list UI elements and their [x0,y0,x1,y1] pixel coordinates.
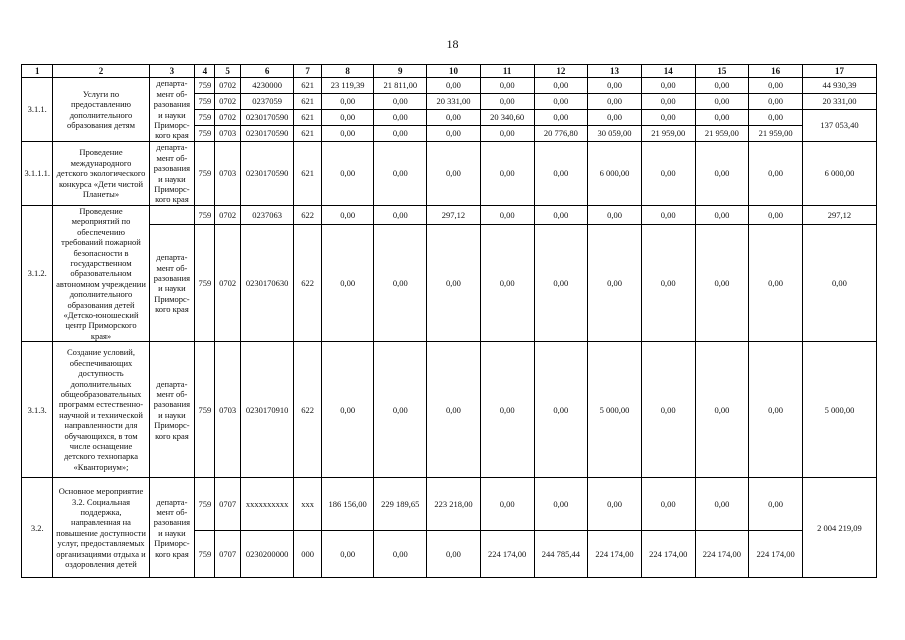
total-cell: 2 004 219,09 [802,478,876,578]
table-cell: 30 059,00 [588,126,642,142]
total-cell: 6 000,00 [802,142,876,206]
row-code: 3.2. [22,478,53,578]
table-cell: 5 000,00 [588,342,642,478]
table-cell: 0,00 [534,225,588,342]
table-cell: 0,00 [321,531,374,578]
table-cell: 0,00 [321,225,374,342]
total-cell: 5 000,00 [802,342,876,478]
table-cell: 0,00 [534,110,588,126]
table-cell: 0,00 [749,94,803,110]
table-cell: 0707 [215,478,240,531]
table-cell: 759 [195,78,215,94]
table-cell: 759 [195,225,215,342]
table-cell: 0,00 [534,206,588,225]
header-cell: 11 [480,65,534,78]
table-cell: 0,00 [534,78,588,94]
header-cell: 12 [534,65,588,78]
table-cell: 0,00 [480,94,534,110]
table-cell: 0,00 [641,225,695,342]
table-cell: 0,00 [374,342,427,478]
table-cell: 0,00 [641,94,695,110]
table-cell: 20 776,80 [534,126,588,142]
table-cell: 0,00 [588,78,642,94]
table-cell: 0703 [215,142,240,206]
table-cell: 224 174,00 [588,531,642,578]
budget-table [21,64,877,578]
header-row [22,65,877,78]
total-cell: 44 930,39 [802,78,876,94]
table-cell: 0,00 [695,110,749,126]
table-cell: 0702 [215,206,240,225]
header-cell: 15 [695,65,749,78]
table-row [22,142,877,206]
header-cell: 5 [215,65,240,78]
table-row [22,478,877,531]
row-department: департа-мент об-разования и науки Приморс-кого края [149,225,195,342]
row-code: 3.1.2. [22,206,53,342]
table-cell: 0,00 [749,342,803,478]
table-cell: xxxxxxxxxx [240,478,294,531]
header-cell: 6 [240,65,294,78]
table-cell: 0,00 [695,225,749,342]
table-cell: 0,00 [588,94,642,110]
table-cell: 0,00 [321,110,374,126]
table-cell: 0237063 [240,206,294,225]
table-cell: 0,00 [321,126,374,142]
table-cell: 0,00 [321,206,374,225]
header-cell: 3 [149,65,195,78]
table-cell: 0,00 [749,206,803,225]
table-cell: 622 [294,206,321,225]
table-cell: 759 [195,126,215,142]
table-cell: 20 331,00 [427,94,481,110]
row-description: Услуги по предоставлению дополнительного образования детям [53,78,149,142]
table-cell: 621 [294,110,321,126]
table-cell: 297,12 [427,206,481,225]
table-cell: 224 174,00 [749,531,803,578]
table-cell: 0,00 [374,206,427,225]
header-cell: 13 [588,65,642,78]
table-cell: 0,00 [641,342,695,478]
table-cell: 0,00 [641,206,695,225]
table-cell: 0230170910 [240,342,294,478]
table-row [22,342,877,478]
table-cell: 0230170590 [240,126,294,142]
table-row [22,78,877,94]
table-cell: 0230170590 [240,110,294,126]
table-row [22,206,877,225]
table-cell: 0702 [215,225,240,342]
header-cell: 10 [427,65,481,78]
table-cell: 0,00 [374,126,427,142]
row-department: департа-мент об-разования и науки Приморс-кого края [149,142,195,206]
table-cell: 0,00 [427,110,481,126]
table-cell: 0703 [215,126,240,142]
table-cell: 0237059 [240,94,294,110]
row-description: Основное мероприятие 3.2. Социальная поддержка, направленная на повышение доступности услуг, предоставляемых организациями отдыха и оздоровления детей [53,478,149,578]
table-cell: 0,00 [641,110,695,126]
table-cell: 223 218,00 [427,478,481,531]
table-cell: 759 [195,94,215,110]
table-cell: 0,00 [427,78,481,94]
table-cell: 0,00 [749,142,803,206]
table-cell: 0,00 [641,78,695,94]
row-description: Проведение мероприятий по обеспечению требований пожарной безопасности в государственном образовательном автономном учреждении дополнительного образования детей «Детско-юношеский центр Приморского края» [53,206,149,342]
table-cell: 0,00 [749,110,803,126]
row-description: Проведение международного детского экологического конкурса «Дети чистой Планеты» [53,142,149,206]
table-cell: 0,00 [588,206,642,225]
table-cell: 621 [294,142,321,206]
table-cell: 0,00 [480,126,534,142]
table-cell: 0,00 [534,478,588,531]
table-cell: 0230200000 [240,531,294,578]
row-department: департа-мент об-разования и науки Приморс-кого края [149,78,195,142]
table-cell: 0230170590 [240,142,294,206]
table-row [22,225,877,342]
table-cell: 21 959,00 [641,126,695,142]
table-cell: 622 [294,225,321,342]
header-cell: 8 [321,65,374,78]
table-cell: 229 189,65 [374,478,427,531]
page-number: 18 [446,37,459,51]
table-cell: 621 [294,126,321,142]
table-cell: 0,00 [534,342,588,478]
total-cell: 137 053,40 [802,110,876,142]
header-cell: 7 [294,65,321,78]
table-cell: 4230000 [240,78,294,94]
table-cell: 759 [195,478,215,531]
table-cell: 621 [294,94,321,110]
table-cell: 0,00 [374,225,427,342]
table-cell: 759 [195,342,215,478]
table-cell: 0,00 [695,94,749,110]
table-cell: 0,00 [695,142,749,206]
table-cell: 0,00 [480,342,534,478]
table-cell: 0707 [215,531,240,578]
table-cell: 0,00 [374,142,427,206]
row-code: 3.1.1. [22,78,53,142]
table-cell: 224 174,00 [480,531,534,578]
table-cell: 0,00 [695,206,749,225]
table-cell: 0,00 [749,78,803,94]
table-cell: 186 156,00 [321,478,374,531]
row-code: 3.1.1.1. [22,142,53,206]
total-cell: 297,12 [802,206,876,225]
table-cell: 0230170630 [240,225,294,342]
table-cell: 0702 [215,94,240,110]
row-description: Создание условий, обеспечивающих доступность дополнительных общеобразовательных программ естественно-научной и технической направленности для обучающихся, в том числе оснащение детского технопарка «Кванториум»; [53,342,149,478]
table-cell: 759 [195,110,215,126]
table-cell: 0,00 [749,225,803,342]
table-cell: 0,00 [588,478,642,531]
table-cell: 0,00 [749,478,803,531]
table-cell: 6 000,00 [588,142,642,206]
table-cell: 0,00 [374,531,427,578]
table-cell: 0702 [215,78,240,94]
table-cell: 0,00 [374,94,427,110]
table-cell: 0,00 [374,110,427,126]
header-cell: 17 [802,65,876,78]
table-cell: 0,00 [427,126,481,142]
total-cell: 0,00 [802,225,876,342]
table-cell: 224 174,00 [641,531,695,578]
table-cell: 0,00 [480,206,534,225]
table-cell: 0703 [215,342,240,478]
table-cell: 000 [294,531,321,578]
table-cell: 0,00 [321,342,374,478]
table-cell: 0,00 [427,225,481,342]
header-cell: 1 [22,65,53,78]
table-cell: 0,00 [480,78,534,94]
table-cell: 0,00 [480,478,534,531]
table-cell: 0,00 [695,342,749,478]
total-cell: 20 331,00 [802,94,876,110]
table-cell: 20 340,60 [480,110,534,126]
table-cell: 622 [294,342,321,478]
table-cell: 0,00 [480,225,534,342]
table-cell: 759 [195,206,215,225]
table-cell: 0702 [215,110,240,126]
table-cell: 0,00 [534,142,588,206]
header-cell: 16 [749,65,803,78]
table-cell: 0,00 [427,342,481,478]
table-cell: 0,00 [641,142,695,206]
table-cell: 224 174,00 [695,531,749,578]
table-cell: 0,00 [695,478,749,531]
table-cell: 21 959,00 [695,126,749,142]
table-cell: 759 [195,142,215,206]
row-code: 3.1.3. [22,342,53,478]
header-cell: 14 [641,65,695,78]
header-cell: 2 [53,65,149,78]
table-cell: 0,00 [695,78,749,94]
header-cell: 9 [374,65,427,78]
table-cell: 23 119,39 [321,78,374,94]
table-cell: 0,00 [534,94,588,110]
table-cell: 621 [294,78,321,94]
table-cell: 244 785,44 [534,531,588,578]
table-cell: 0,00 [321,94,374,110]
table-cell: 0,00 [427,531,481,578]
table-cell: 0,00 [641,478,695,531]
table-cell: 0,00 [588,225,642,342]
row-department-empty [149,206,195,225]
row-department: департа-мент об-разования и науки Приморс-кого края [149,342,195,478]
table-cell: 21 959,00 [749,126,803,142]
header-cell: 4 [195,65,215,78]
table-cell: 759 [195,531,215,578]
table-cell: 0,00 [427,142,481,206]
table-cell: 0,00 [588,110,642,126]
table-cell: 21 811,00 [374,78,427,94]
table-cell: 0,00 [321,142,374,206]
row-department: департа-мент об-разования и науки Приморс-кого края [149,478,195,578]
table-cell: 0,00 [480,142,534,206]
table-cell: xxx [294,478,321,531]
